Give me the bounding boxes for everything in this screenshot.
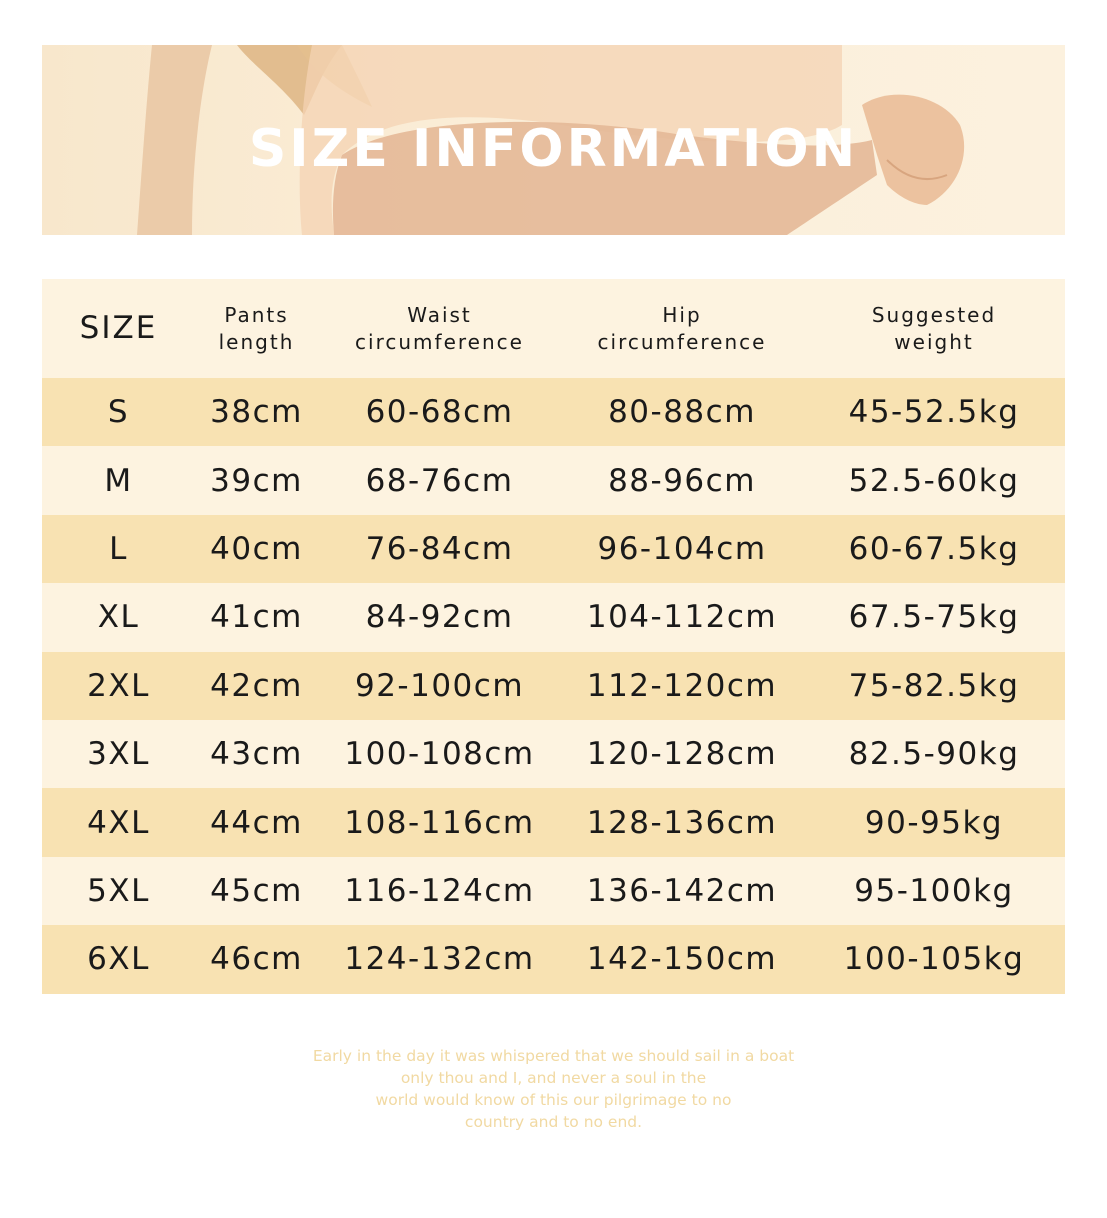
size-cell: 5XL	[87, 872, 150, 909]
table-row	[42, 857, 1065, 925]
table-row	[42, 378, 1065, 446]
size-cell: S	[107, 394, 130, 431]
footnote-line: country and to no end.	[464, 1113, 643, 1131]
pants-length-cell: 41cm	[210, 599, 303, 636]
weight-cell: 100-105kg	[843, 941, 1025, 978]
pants-length-cell: 43cm	[210, 736, 303, 773]
hip-cell: 80-88cm	[608, 394, 756, 431]
weight-cell: 95-100kg	[854, 872, 1014, 909]
waist-cell: 100-108cm	[344, 736, 535, 773]
size-cell: 4XL	[87, 804, 150, 841]
weight-cell: 90-95kg	[864, 804, 1004, 841]
size-cell: 3XL	[87, 736, 150, 773]
pants-length-cell: 45cm	[210, 872, 303, 909]
footnote-quote	[0, 1045, 1107, 1133]
pants-length-cell: 42cm	[210, 667, 303, 704]
pants-length-cell: 46cm	[210, 941, 303, 978]
hip-cell: 136-142cm	[586, 872, 778, 909]
header-pants-length: Pants length	[218, 302, 295, 354]
weight-cell: 82.5-90kg	[848, 736, 1020, 773]
hip-cell: 96-104cm	[597, 530, 767, 567]
header-size: SIZE	[79, 310, 158, 346]
hip-cell: 128-136cm	[586, 804, 778, 841]
size-cell: XL	[97, 599, 140, 636]
table-row	[42, 446, 1065, 514]
size-table	[42, 279, 1065, 994]
pants-length-cell: 38cm	[210, 394, 303, 431]
weight-cell: 45-52.5kg	[848, 394, 1020, 431]
weight-cell: 67.5-75kg	[848, 599, 1020, 636]
size-cell: L	[109, 530, 128, 567]
header-hip: Hip circumference	[597, 302, 767, 354]
banner-title: SIZE INFORMATION	[248, 119, 859, 179]
waist-cell: 60-68cm	[365, 394, 514, 431]
table-row	[42, 788, 1065, 856]
waist-cell: 108-116cm	[344, 804, 535, 841]
hip-cell: 142-150cm	[586, 941, 778, 978]
size-banner	[42, 45, 1065, 235]
table-row	[42, 925, 1065, 993]
size-cell: M	[104, 462, 133, 499]
table-row	[42, 583, 1065, 651]
table-header-row	[42, 279, 1065, 378]
waist-cell: 116-124cm	[344, 872, 535, 909]
size-cell: 6XL	[87, 941, 150, 978]
waist-cell: 84-92cm	[365, 599, 514, 636]
table-row	[42, 652, 1065, 720]
header-waist: Waist circumference	[355, 302, 524, 354]
header-weight: Suggested weight	[871, 302, 997, 354]
hip-cell: 112-120cm	[586, 667, 778, 704]
waist-cell: 124-132cm	[344, 941, 535, 978]
table-row	[42, 720, 1065, 788]
footnote-line: only thou and I, and never a soul in the	[400, 1069, 707, 1087]
size-cell: 2XL	[87, 667, 150, 704]
footnote-line: Early in the day it was whispered that we should sail in a boat	[312, 1047, 795, 1065]
pants-length-cell: 44cm	[210, 804, 303, 841]
weight-cell: 75-82.5kg	[848, 667, 1020, 704]
waist-cell: 68-76cm	[365, 462, 514, 499]
weight-cell: 52.5-60kg	[848, 462, 1020, 499]
pants-length-cell: 39cm	[210, 462, 303, 499]
footnote-line: world would know of this our pilgrimage to no	[375, 1091, 732, 1109]
waist-cell: 92-100cm	[354, 667, 525, 704]
table-row	[42, 515, 1065, 583]
waist-cell: 76-84cm	[365, 530, 514, 567]
weight-cell: 60-67.5kg	[848, 530, 1020, 567]
hip-cell: 120-128cm	[586, 736, 778, 773]
pants-length-cell: 40cm	[210, 530, 303, 567]
hip-cell: 104-112cm	[586, 599, 778, 636]
hip-cell: 88-96cm	[608, 462, 756, 499]
